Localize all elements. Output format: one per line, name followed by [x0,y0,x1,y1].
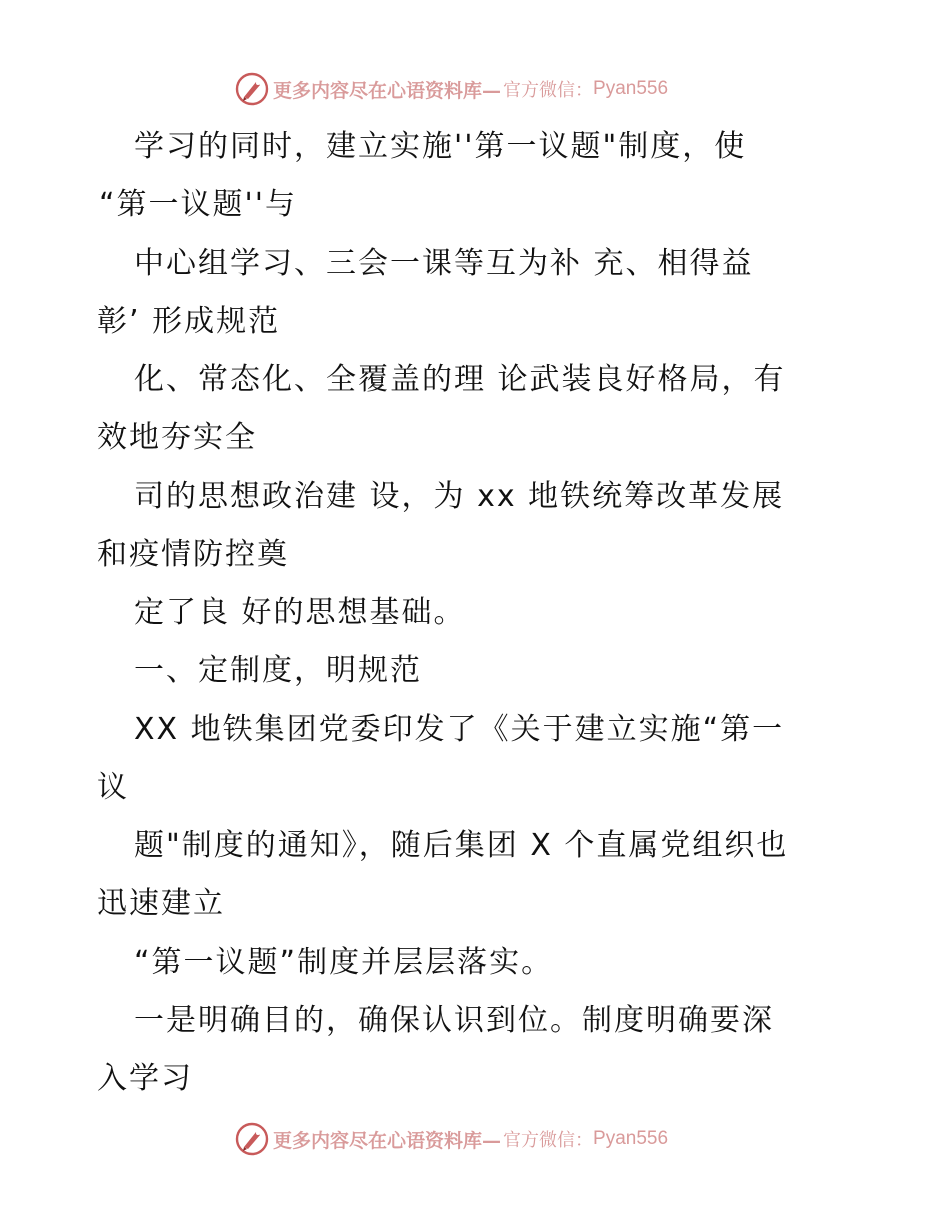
body-line: 入学习 [97,1061,193,1096]
body-line: 一、定制度，明规范 [134,653,422,688]
body-line: 司的思想政治建 设，为 xx 地铁统筹改革发展 [134,479,785,514]
header-promo-text: 更多内容尽在心语资料库— [273,79,502,102]
body-line: 题"制度的通知》，随后集团 X 个直属党组织也 [134,828,789,863]
header-banner [235,72,668,106]
header-wechat-label: 官方微信： [503,80,594,101]
body-line: 迅速建立 [97,886,225,921]
body-line: 议 [97,770,129,805]
header-wechat-id: Pyan556 [593,78,669,99]
pen-logo-icon [235,72,269,106]
body-line: 效地夯实全 [97,420,257,455]
body-line: “第一议题”制度并层层落实。 [134,945,554,980]
body-line: 彰’ 形成规范 [97,304,281,339]
pen-logo-icon [235,1122,269,1156]
body-line: “第一议题''与 [99,187,298,222]
footer-wechat-id: Pyan556 [593,1128,669,1149]
body-line: XX 地铁集团党委印发了《关于建立实施“第一 [134,712,785,747]
footer-banner [235,1122,668,1156]
body-line: 一是明确目的，确保认识到位。制度明确要深 [134,1003,774,1038]
footer-wechat-label: 官方微信： [503,1130,594,1151]
footer-promo-text: 更多内容尽在心语资料库— [273,1129,502,1152]
body-line: 中心组学习、三会一课等互为补 充、相得益 [134,246,754,281]
body-line: 定了良 好的思想基础。 [134,595,466,630]
body-line: 和疫情防控奠 [97,537,289,572]
body-line: 化、常态化、全覆盖的理 论武装良好格局，有 [134,362,786,397]
body-line: 学习的同时，建立实施''第一议题"制度，使 [134,129,747,164]
